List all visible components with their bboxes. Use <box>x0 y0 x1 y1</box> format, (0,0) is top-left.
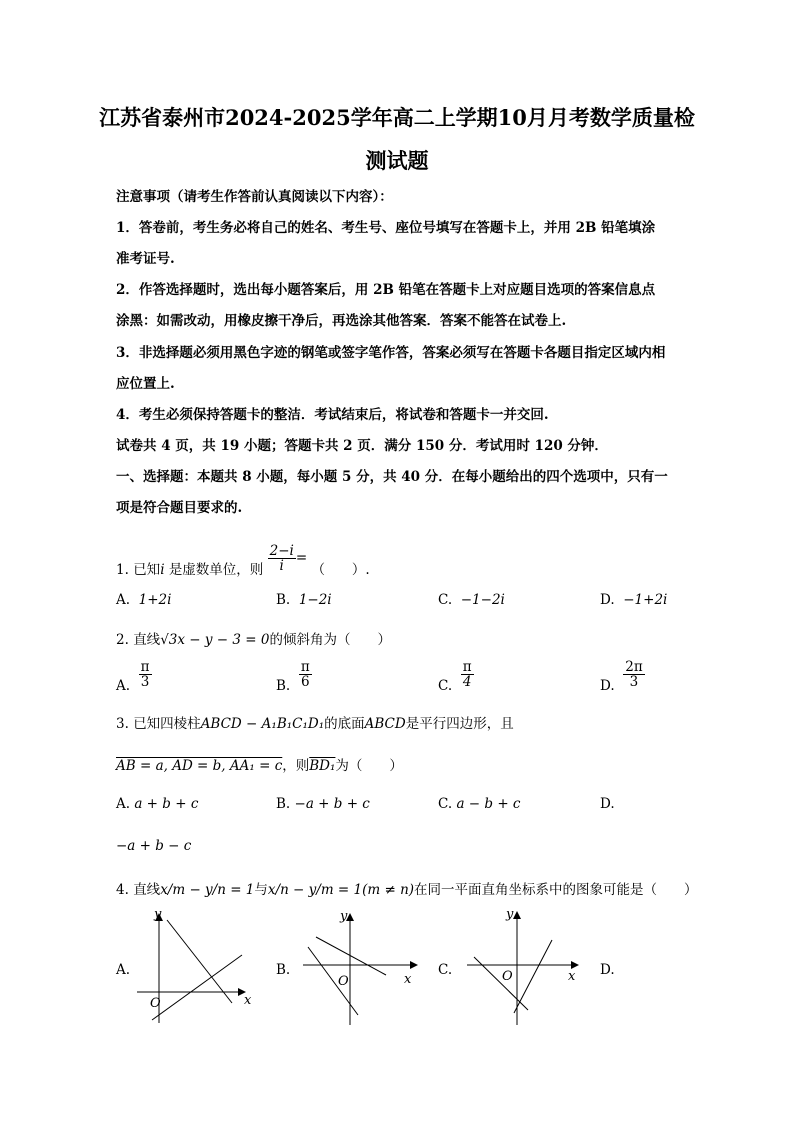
q3-base: ABCD <box>364 716 406 732</box>
line-1 <box>316 937 386 975</box>
q4-option-c-label: C. <box>438 962 453 978</box>
note-1-line1: 1．答卷前，考生务必将自己的姓名、考生号、座位号填写在答题卡上，并用 2B 铅笔填涂 <box>116 220 656 236</box>
q4-graph-a <box>132 905 262 1030</box>
question-4 <box>116 878 698 898</box>
note-4-line1: 4．考生必须保持答题卡的整洁．考试结束后，将试卷和答题卡一并交回. <box>116 407 549 423</box>
q4-mid: 与 <box>254 882 268 898</box>
question-2 <box>116 628 391 648</box>
y-axis-label: y <box>340 909 348 924</box>
q1-tail: （ ）. <box>311 562 370 578</box>
x-axis-label: x <box>244 993 252 1008</box>
q4-number: 4. <box>116 882 129 898</box>
q3-target: BD₁ <box>309 758 336 774</box>
q4-pre: 直线 <box>133 882 161 898</box>
q3-option-d: D. <box>600 796 615 812</box>
q1-option-a: A. 1+2i <box>116 592 172 608</box>
x-axis-label: x <box>568 969 576 984</box>
page-title-continued: 测试题 <box>365 148 429 173</box>
q3-option-c: C. a − b + c <box>438 796 521 812</box>
origin-label: O <box>150 996 161 1011</box>
line-1 <box>152 955 242 1020</box>
q2-option-b: B. $\frac{\pi}{6}$ <box>276 659 310 694</box>
q3-option-d-text: −a + b − c <box>116 838 192 854</box>
y-axis-label: y <box>154 907 162 922</box>
q3-number: 3. <box>116 716 129 732</box>
section1-heading: 一、选择题：本题共 8 小题，每小题 5 分，共 40 分．在每小题给出的四个选项中，只有一 <box>116 469 668 485</box>
q2-tail: 的倾斜角为（ ） <box>269 632 391 648</box>
note-2-line1: 2．作答选择题时，选出每小题答案后，用 2B 铅笔在答题卡上对应题目选项的答案信息点 <box>116 282 656 298</box>
q2-option-a: A. $\frac{\pi}{3}$ <box>116 659 150 694</box>
note-3-line1: 3．非选择题必须用黑色字迹的钢笔或签字笔作答，答案必须写在答题卡各题目指定区域内相 <box>116 345 666 361</box>
q3-option-b: B. −a + b + c <box>276 796 370 812</box>
q4-tail: 在同一平面直角坐标系中的图象可能是（ ） <box>414 882 698 898</box>
q2-option-c: C. $\frac{\pi}{4}$ <box>438 659 472 694</box>
q1-fraction-num: 2−i <box>269 543 294 559</box>
q4-graph-c <box>462 905 592 1030</box>
q4-option-d-label: D. <box>600 962 615 978</box>
q1-var: i <box>160 562 165 578</box>
q1-fraction-den: i <box>279 558 284 574</box>
q3-line2-tail: 为（ ） <box>335 758 403 774</box>
q1-pre: 已知 <box>133 562 161 578</box>
q4-option-a-label: A. <box>116 962 131 978</box>
page-title: 江苏省泰州市2024-2025学年高二上学期10月月考数学质量检 <box>99 105 695 130</box>
x-axis-label: x <box>404 972 412 987</box>
q4-option-b-label: B. <box>276 962 291 978</box>
origin-label: O <box>338 974 349 989</box>
q3-pre: 已知四棱柱 <box>133 716 201 732</box>
q3-mid: 的底面 <box>324 716 365 732</box>
exam-info: 试卷共 4 页，共 19 小题；答题卡共 2 页．满分 150 分．考试用时 120 分钟． <box>116 438 608 454</box>
line-2 <box>514 940 552 1013</box>
note-2-line2: 涂黑：如需改动，用橡皮擦干净后，再选涂其他答案．答案不能答在试卷上. <box>116 313 567 329</box>
q3-prism: ABCD − A₁B₁C₁D₁ <box>200 716 325 732</box>
q4-eq1: x/m − y/n = 1 <box>160 882 255 898</box>
note-3-line2: 应位置上. <box>116 376 175 392</box>
q4-graph-b <box>298 905 428 1030</box>
q1-option-b: B. 1−2i <box>276 592 332 608</box>
y-axis-label: y <box>506 907 514 922</box>
question-3 <box>116 712 514 732</box>
q3-line2-mid: ，则 <box>282 758 310 774</box>
q1-option-c: C. −1−2i <box>438 592 505 608</box>
question-1 <box>116 543 370 585</box>
note-1-line2: 准考证号. <box>116 251 175 267</box>
question-3-line2 <box>116 754 403 774</box>
q1-eq: = <box>295 550 308 566</box>
q3-tail: 是平行四边形，且 <box>405 716 514 732</box>
q2-expr: √3x − y − 3 = 0 <box>160 632 270 648</box>
q2-pre: 直线 <box>133 632 161 648</box>
q3-vectors: AB = a, AD = b, AA₁ = c <box>116 758 283 774</box>
q3-option-a: A. a + b + c <box>116 796 199 812</box>
q2-option-d: D. $\frac{2\pi}{3}$ <box>600 659 643 694</box>
line-2 <box>167 920 232 1003</box>
q1-number: 1. <box>116 562 129 578</box>
q1-option-d: D. −1+2i <box>600 592 668 608</box>
q1-fraction <box>268 544 296 573</box>
notice-heading: 注意事项（请考生作答前认真阅读以下内容）： <box>116 189 393 205</box>
q4-eq2: x/n − y/m = 1(m ≠ n) <box>267 882 415 898</box>
q2-number: 2. <box>116 632 129 648</box>
q1-mid: 是虚数单位，则 <box>168 562 264 578</box>
section1-heading-continued: 项是符合题目要求的. <box>116 500 243 516</box>
origin-label: O <box>502 969 513 984</box>
